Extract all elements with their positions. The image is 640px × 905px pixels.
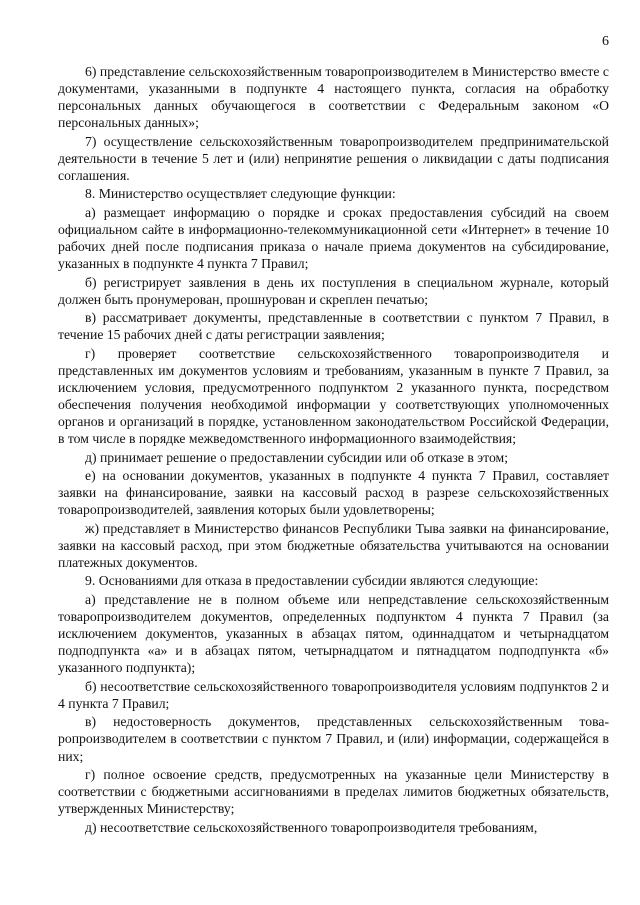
paragraph-9a: а) представление не в полном объеме или непредставление сельскохозяйственным товаропроизводителем документов, определенных подпунктом 4 пункта 7 Правил (за исключением документов, указанных в абзацах пятом, одиннадцатом и четырнадцатом подподпункта «а» и в абзацах пятом, четырнадцатом и пятнадцатом подподпункта «б» указанного подпункта); [58, 591, 609, 676]
paragraph-8-heading: 8. Министерство осуществляет следующие функции: [85, 186, 396, 202]
paragraph-9d: д) несоответствие сельскохозяйственного товаропроизводителя требованиям, [85, 819, 538, 835]
paragraph-8b: б) регистрирует заявления в день их поступления в специальном журнале, который должен быть пронумерован, прошнурован и скреплен печатью; [58, 274, 609, 307]
paragraph-7-business-activity: 7) осуществление сельскохозяйственным товаропроизводителем предпринимательской деятельности в течение 5 лет и (или) непринятие решения о ликвидации с даты подписания соглашения. [58, 133, 609, 184]
paragraph-9b: б) несоответствие сельскохозяйственного товаропроизводителя условиям подпунктов 2 и 4 пункта 7 Правил; [58, 678, 609, 711]
paragraph-8a: а) размещает информацию о порядке и сроках предоставления субсидий на своем официальном сайте в информационно-телекоммуникационной сети «Интернет» в течение 10 рабочих дней после подписания приказа о начале приема документов на субсидирование, указанных в подпункте 4 пункта 7 Правил; [58, 204, 609, 272]
paragraph-8e: е) на основании документов, указанных в подпункте 4 пункта 7 Правил, составляет заявки на финансирование, заявки на кассовый расход в разрезе сельскохозяйственных товаропроизводителей, заявления которых были удовлетворены; [58, 468, 609, 518]
paragraph-6-consent: 6) представление сельскохозяйственным товаропроизводителем в Министерство вместе с документами, указанными в подпункте 4 настоящего пункта, согласия на обработку персональных данных обучающегося в соответствии с Федеральным законом «О персональных данных»; [58, 64, 609, 131]
paragraph-8d: д) принимает решение о предоставлении субсидии или об отказе в этом; [85, 449, 509, 465]
paragraph-8g: г) проверяет соответствие сельскохозяйственного товаропроизводителя и представленных им документов условиям и требованиям, указанным в пункте 7 Правил, за исключением условия, предусмотренного подпунктом 2 указанного пункта, посредством обеспечения получения необходимой информации у соответствующих уполномоченных органов и организаций в порядке, установленном законодательством Российской Федерации, в том числе в порядке межведомственного информационного взаимодействия; [58, 345, 609, 447]
paragraph-8zh: ж) представляет в Министерство финансов Республики Тыва заявки на финансирование, заявки на кассовый расход, при этом бюджетные обязательства учитываются на основании платежных документов. [58, 520, 609, 571]
paragraph-8v: в) рассматривает документы, представленные в соответствии с пунктом 7 Правил, в течение 15 рабочих дней с даты регистрации заявления; [58, 310, 609, 343]
paragraph-9v: в) недостоверность документов, представленных сельскохозяйственным товаропроизводителем в соответствии с пунктом 7 Правил, и (или) информации, содержащейся в них; [58, 714, 609, 764]
page-number: 6 [602, 34, 609, 49]
paragraph-9g: г) полное освоение средств, предусмотренных на указанные цели Министерству в соответствии с бюджетными ассигнованиями в пределах лимитов бюджетных обязательств, утвержденных Министерству; [58, 766, 609, 817]
paragraph-9-heading: 9. Основаниями для отказа в предоставлении субсидии являются следующие: [85, 573, 539, 589]
document-body [58, 63, 609, 837]
